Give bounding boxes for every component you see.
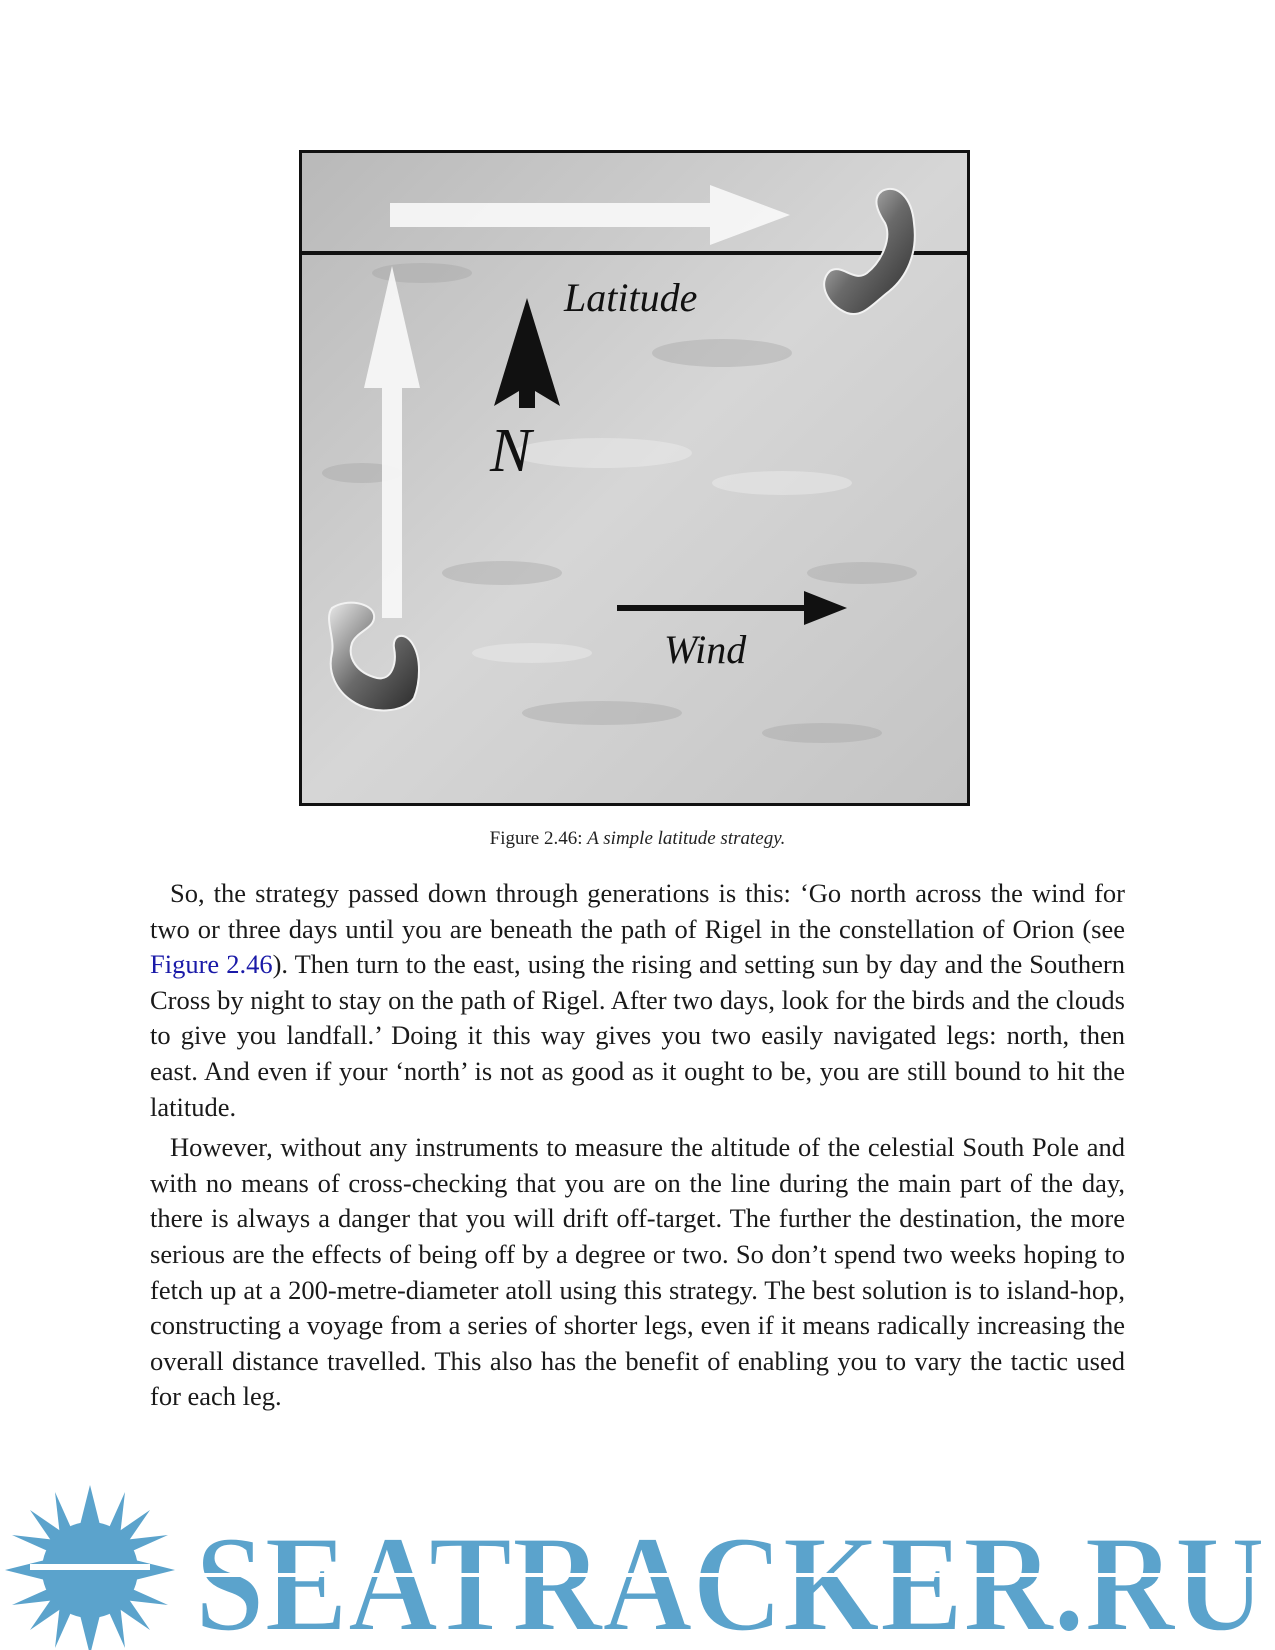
north-label: N (490, 417, 532, 485)
paragraph-1-end: ). Then turn to the east, using the rising and setting sun by day and the Southern Cross by night to stay on the path of Rigel. After two days, look for the birds and the clouds to give you landfall.’ Doing it this way gives you two easily navigated legs: north, then east. And even if your ‘north’ is not as good as it ought to be, you are still bound to hit the latitude. (150, 949, 1125, 1122)
watermark-text: SEATRACKER.RU (195, 1507, 1265, 1650)
paragraph-2: However, without any instruments to measure the altitude of the celestial South Pole and with no means of cross-checking that you are on the line during the main part of the day, there is always a danger that you will drift off-target. The further the destination, the more serious are the effects of being off by a degree or two. So don’t spend two weeks hoping to fetch up at a 200-metre-diameter atoll using this strategy. The best solution is to island-hop, constructing a voyage from a series of shorter legs, even if it means radically increasing the overall distance travelled. This also has the benefit of enabling you to vary the tactic used for each leg. (150, 1132, 1125, 1412)
body-text (150, 876, 1125, 1415)
paragraph-1-start: So, the strategy passed down through generations is this: ‘Go north across the wind for two or three days until you are beneath the path of Rigel in the constellation of Orion (see (150, 878, 1125, 944)
figure-latitude-strategy (299, 150, 970, 806)
watermark (0, 1480, 1275, 1650)
figure-illustration (302, 153, 967, 803)
wind-label: Wind (664, 627, 747, 672)
caption-title: A simple latitude strategy. (587, 828, 786, 849)
latitude-label: Latitude (564, 275, 698, 320)
watermark-graphic (0, 1480, 1275, 1650)
figure-reference-link[interactable]: Figure 2.46 (150, 949, 273, 980)
sun-logo (5, 1485, 175, 1650)
caption-label: Figure 2.46: (489, 828, 588, 849)
figure-caption (0, 828, 1275, 850)
paragraph-1 (150, 876, 1125, 1125)
